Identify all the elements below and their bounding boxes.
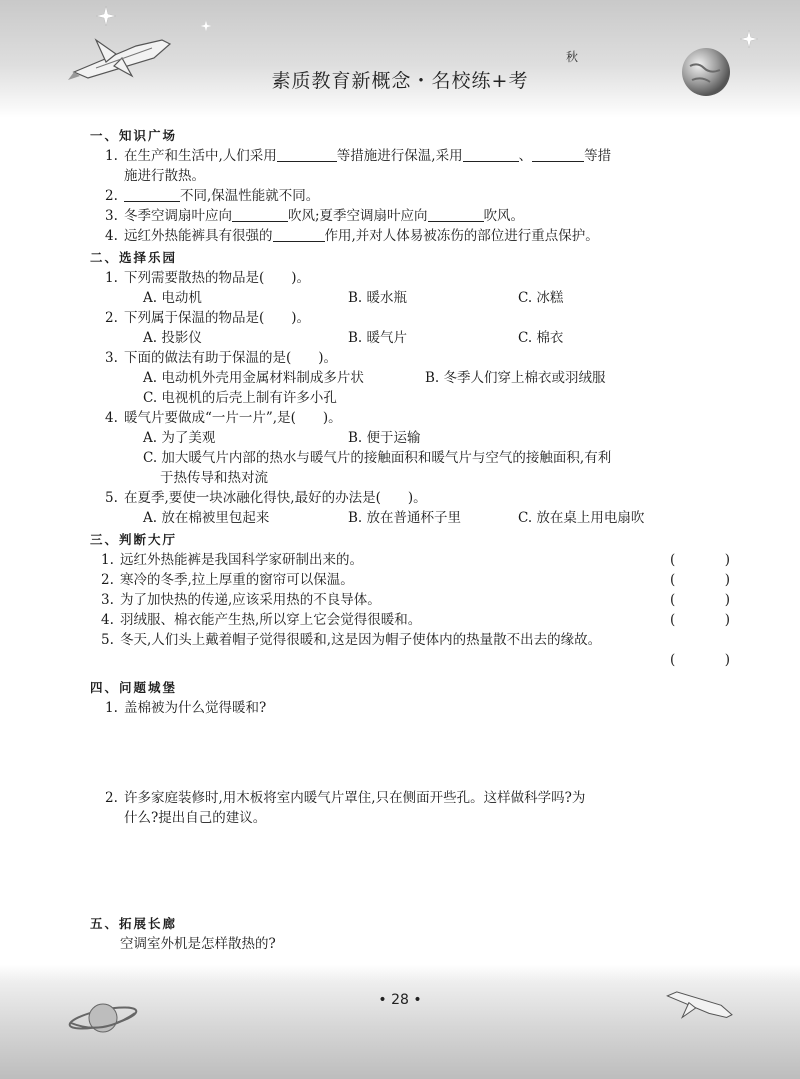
section-title-knowledge: 一、知识广场 — [90, 128, 178, 143]
sparkle-icon — [200, 20, 212, 32]
answer-blank[interactable] — [532, 147, 584, 162]
answer-parentheses[interactable]: ( ) — [670, 552, 730, 568]
answer-area[interactable] — [90, 828, 730, 912]
question-open-2: 2. 许多家庭装修时,用木板将室内暖气片罩住,只在侧面开些孔。这样做科学吗?为 什么?提出自己的建议。 — [105, 790, 586, 826]
question-fill-2: 2. 不同,保温性能就不同。 — [105, 188, 320, 204]
answer-parentheses[interactable]: ( ) — [670, 592, 730, 608]
option-b[interactable]: B. 冬季人们穿上棉衣或羽绒服 — [425, 370, 606, 386]
option-a[interactable]: A. 电动机 — [143, 290, 202, 306]
answer-blank[interactable] — [124, 187, 180, 202]
option-c[interactable]: C. 棉衣 — [518, 330, 564, 346]
option-b[interactable]: B. 放在普通杯子里 — [348, 510, 462, 526]
option-a[interactable]: A. 电动机外壳用金属材料制成多片状 — [143, 370, 364, 386]
option-b[interactable]: B. 暖气片 — [348, 330, 408, 346]
answer-blank[interactable] — [463, 147, 519, 162]
answer-parentheses[interactable]: ( ) — [670, 612, 730, 628]
options-row — [143, 288, 730, 308]
question-choice-3: 3. 下面的做法有助于保温的是( )。 — [105, 350, 338, 366]
options-row — [143, 508, 730, 528]
option-b[interactable]: B. 暖水瓶 — [348, 290, 408, 306]
season-label: 秋 — [566, 50, 579, 64]
section-title-problem: 四、问题城堡 — [90, 680, 178, 695]
page-number: • 28 • — [378, 992, 422, 1008]
question-choice-4: 4. 暖气片要做成“一片一片”,是( )。 — [105, 410, 342, 426]
option-c[interactable]: C. 放在桌上用电扇吹 — [518, 510, 645, 526]
options-row — [143, 388, 730, 408]
options-row — [143, 448, 730, 488]
question-extension: 空调室外机是怎样散热的? — [120, 936, 276, 952]
judge-item: 4. 羽绒服、棉衣能产生热,所以穿上它会觉得很暖和。 ( ) — [101, 612, 730, 628]
sparkle-icon — [740, 30, 758, 48]
answer-blank[interactable] — [273, 227, 325, 242]
question-fill-4: 4. 远红外热能裤具有很强的 作用,并对人体易被冻伤的部位进行重点保护。 — [105, 228, 599, 244]
option-c[interactable]: C. 加大暖气片内部的热水与暖气片的接触面积和暖气片与空气的接触面积,有利 于热传导和热对流 — [143, 450, 612, 486]
page-title: 素质教育新概念・名校练+考 — [271, 70, 529, 92]
section-title-extension: 五、拓展长廊 — [90, 916, 178, 931]
answer-parentheses[interactable]: ( ) — [670, 572, 730, 588]
option-c[interactable]: C. 冰糕 — [518, 290, 564, 306]
answer-blank[interactable] — [428, 207, 484, 222]
judge-item: 3. 为了加快热的传递,应该采用热的不良导体。 ( ) — [101, 592, 730, 608]
option-a[interactable]: A. 放在棉被里包起来 — [143, 510, 270, 526]
section-title-judge: 三、判断大厅 — [90, 532, 178, 547]
answer-area[interactable] — [90, 718, 730, 788]
question-fill-1: 1. 在生产和生活中,人们采用 等措施进行保温,采用 、 等措 施进行散热。 — [105, 148, 612, 184]
answer-parentheses[interactable]: ( ) — [670, 652, 730, 668]
judge-item: 1. 远红外热能裤是我国科学家研制出来的。 ( ) — [101, 552, 730, 568]
options-row — [143, 428, 730, 448]
judge-item: 5. 冬天,人们头上戴着帽子觉得很暖和,这是因为帽子使体内的热量散不出去的缘故。 — [101, 632, 602, 648]
option-c[interactable]: C. 电视机的后壳上制有许多小孔 — [143, 390, 337, 406]
answer-blank[interactable] — [232, 207, 288, 222]
options-row — [143, 368, 730, 388]
worksheet-content — [90, 124, 730, 954]
option-b[interactable]: B. 便于运输 — [348, 430, 421, 446]
question-choice-1: 1. 下列需要散热的物品是( )。 — [105, 270, 311, 286]
section-title-choice: 二、选择乐园 — [90, 250, 178, 265]
options-row — [143, 328, 730, 348]
judge-item: 2. 寒冷的冬季,拉上厚重的窗帘可以保温。 ( ) — [101, 572, 730, 588]
sparkle-icon — [96, 6, 116, 26]
question-choice-5: 5. 在夏季,要使一块冰融化得快,最好的办法是( )。 — [105, 490, 427, 506]
option-a[interactable]: A. 投影仪 — [143, 330, 202, 346]
question-fill-3: 3. 冬季空调扇叶应向 吹风;夏季空调扇叶应向 吹风。 — [105, 208, 525, 224]
question-choice-2: 2. 下列属于保温的物品是( )。 — [105, 310, 311, 326]
answer-blank[interactable] — [277, 147, 337, 162]
question-open-1: 1. 盖棉被为什么觉得暖和? — [105, 700, 267, 716]
option-a[interactable]: A. 为了美观 — [143, 430, 216, 446]
